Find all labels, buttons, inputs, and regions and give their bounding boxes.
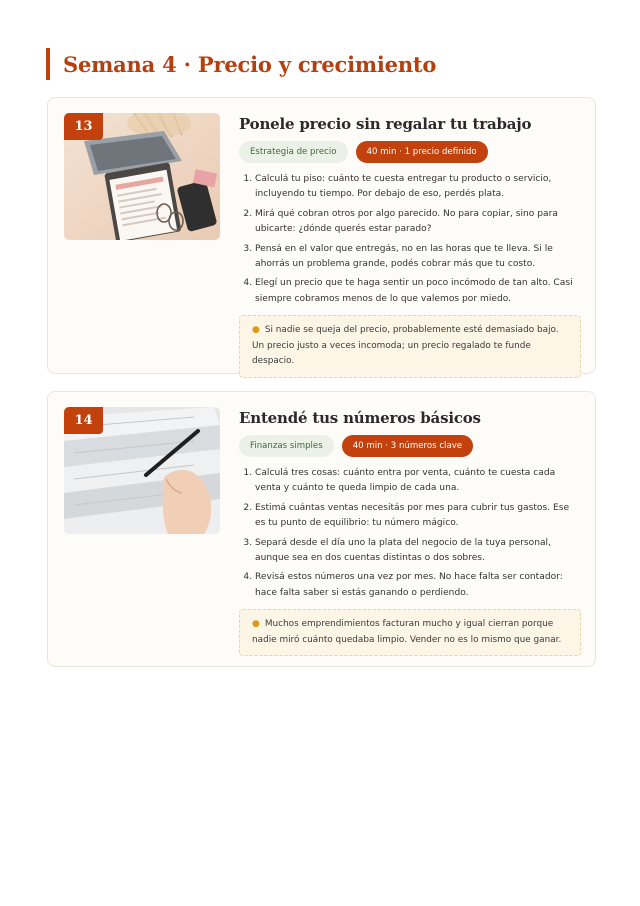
topic-tag: Estrategia de precio: [239, 141, 348, 163]
page-title: Semana 4 · Precio y crecimiento: [63, 51, 437, 77]
lesson-title: Ponele precio sin regalar tu trabajo: [239, 115, 532, 133]
lesson-image-finances: [64, 407, 220, 534]
lesson-title: Entendé tus números básicos: [239, 409, 481, 427]
lesson-number-badge: 13: [64, 113, 103, 140]
topic-tag: Finanzas simples: [239, 435, 334, 457]
step-item: 4. Revisá estos números una vez por mes. No hace falta ser contador: hace falta saber si estás ganando o perdiendo.: [255, 570, 581, 601]
duration-tag: 40 min · 1 precio definido: [356, 141, 488, 163]
lesson-image-pricing: [64, 113, 220, 240]
tip-box: [239, 315, 581, 378]
lesson-number-badge: 14: [64, 407, 103, 434]
steps-list: [239, 172, 581, 307]
lesson-tags: [239, 141, 581, 163]
duration-tag: 40 min · 3 números clave: [342, 435, 473, 457]
lesson-tags: [239, 435, 581, 457]
tip-box: [239, 609, 581, 656]
step-item: 1. Calculá tres cosas: cuánto entra por venta, cuánto te cuesta cada venta y cuánto te queda limpio de cada una.: [255, 466, 581, 497]
step-item: 4. Elegí un precio que te haga sentir un poco incómodo de tan alto. Casi siempre cobramos menos de lo que valemos por miedo.: [255, 276, 581, 307]
lightbulb-icon: ●: [252, 325, 260, 336]
lightbulb-icon: ●: [252, 619, 260, 630]
lesson-card-14: [47, 391, 596, 667]
step-item: 2. Estimá cuántas ventas necesitás por mes para cubrir tus gastos. Ese es tu punto de equilibrio: tu número mágico.: [255, 501, 581, 532]
step-item: 2. Mirá qué cobran otros por algo parecido. No para copiar, sino para ubicarte: ¿dónde querés estar parado?: [255, 207, 581, 238]
step-item: 1. Calculá tu piso: cuánto te cuesta entregar tu producto o servicio, incluyendo tu tiempo. Por debajo de eso, perdés plata.: [255, 172, 581, 203]
lesson-card-13: [47, 97, 596, 374]
tip-text: Muchos emprendimientos facturan mucho y igual cierran porque nadie miró cuánto quedaba limpio. Vender no es lo mismo que ganar.: [252, 619, 562, 645]
step-item: 3. Pensá en el valor que entregás, no en las horas que te lleva. Si le ahorrás un problema grande, podés cobrar más que tu costo.: [255, 242, 581, 273]
steps-list: [239, 466, 581, 601]
lesson-content: [239, 407, 581, 656]
lesson-content: [239, 113, 581, 378]
week-header: [46, 48, 436, 80]
tip-text: Si nadie se queja del precio, probablemente esté demasiado bajo. Un precio justo a veces incomoda; un precio regalado te funde despacio.: [252, 325, 559, 367]
step-item: 3. Separá desde el día uno la plata del negocio de la tuya personal, aunque sea en dos cuentas distintas o dos sobres.: [255, 536, 581, 567]
